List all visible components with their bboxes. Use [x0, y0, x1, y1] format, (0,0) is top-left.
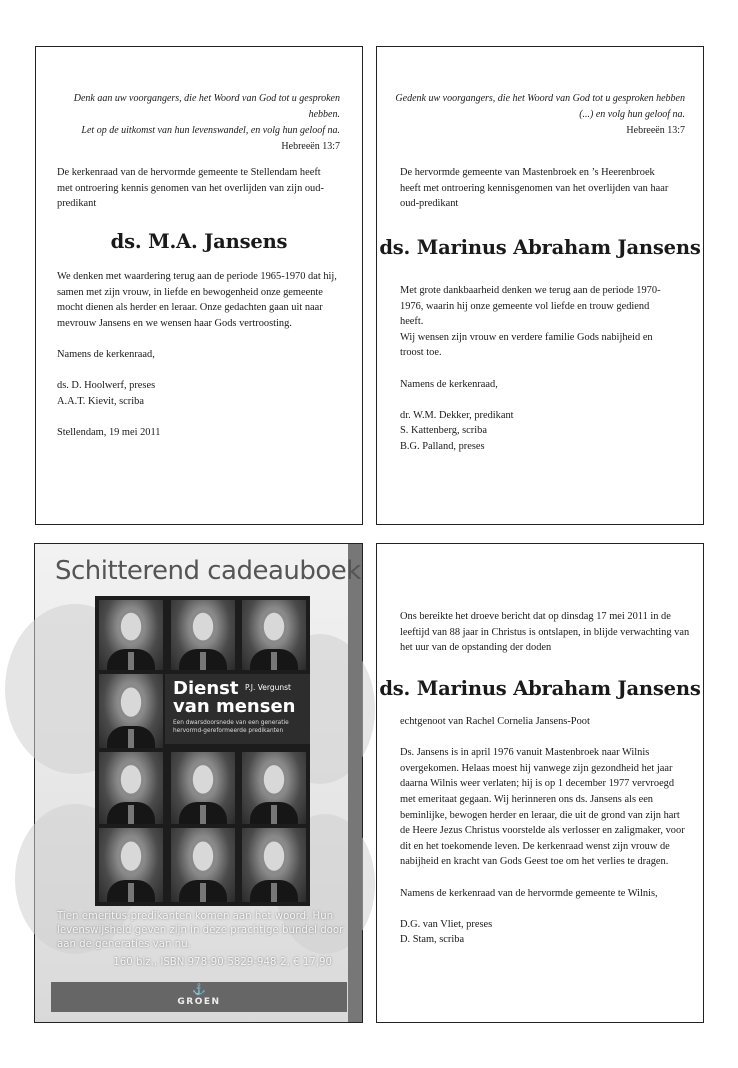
portrait-photo — [242, 600, 306, 670]
signer: ds. D. Hoolwerf, preses — [57, 380, 156, 392]
notice-body — [400, 714, 690, 948]
quote-reference: Hebreeën 13:7 — [626, 125, 685, 136]
notice-intro — [57, 165, 327, 212]
portrait-photo — [99, 752, 163, 824]
ad-side-strip — [348, 544, 362, 1022]
signer: A.A.T. Kievit, scriba — [57, 395, 144, 407]
deceased-name: ds. M.A. Jansens — [110, 230, 288, 253]
closing-line: Namens de kerkenraad, — [57, 348, 155, 360]
portrait-photo — [242, 828, 306, 902]
signer: B.G. Palland, preses — [400, 440, 485, 452]
book-cover — [95, 596, 310, 906]
intro-text: De kerkenraad van de hervormde gemeente te Stellendam heeft met ontroering kennis genomen van het overlijden van zijn oud-predikant — [57, 167, 324, 210]
quote-line: Denk aan uw voorgangers, die het Woord van God tot u gesproken hebben. — [73, 93, 340, 120]
quote-line: (...) en volg hun geloof na. — [579, 109, 685, 120]
notice-paragraph: Ds. Jansens is in april 1976 vanuit Mastenbroek naar Wilnis overgekomen. Helaas moest hij vanwege zijn gezondheid het jaar daarna Wilnis weer verlaten; hij is op 1 december 1977 vervroegd met emeritaat gegaan. Wij herinneren ons ds. Jansens als een beminlijke, bewogen herder en leraar, die uit de grond van zijn hart de Heere Jezus Christus voorstelde als verlosser en zaligmaker, voor dit en het toekomende leven. De kerkenraad wenst zijn vrouw de nabijheid en kracht van Gods Geest toe om het verlies te dragen. — [400, 747, 685, 868]
portrait-photo — [171, 752, 235, 824]
bible-quote — [50, 91, 340, 155]
ad-description: Tien emeritus-predikanten komen aan het woord. Hun levenswijsheid geven zijn in deze prachtige bundel door aan de generaties van nu. — [57, 911, 344, 950]
anchor-icon: ⚓ — [192, 984, 206, 996]
ad-headline: Schitterend cadeauboek — [55, 556, 361, 586]
publisher-footer — [51, 982, 347, 1012]
book-author: P.J. Vergunst — [245, 683, 291, 692]
signer: dr. W.M. Dekker, predikant — [400, 409, 514, 421]
book-title-line: van mensen — [173, 696, 296, 717]
spouse-line: echtgenoot van Rachel Cornelia Jansens-Poot — [400, 716, 590, 727]
intro-text: De hervormde gemeente van Mastenbroek en ’s Heerenbroek heeft met ontroering kennisgenomen van het overlijden van haar oud-predikant — [400, 167, 669, 210]
portrait-photo — [242, 752, 306, 824]
publisher-logo: GROEN — [177, 997, 221, 1007]
notice-body — [400, 283, 675, 455]
portrait-photo — [171, 600, 235, 670]
notice-intro — [400, 165, 678, 212]
signer: S. Kattenberg, scriba — [400, 425, 487, 437]
condolence-notice-mastenbroek — [376, 46, 704, 525]
notice-body — [57, 269, 347, 441]
signer: D. Stam, scriba — [400, 934, 465, 946]
portrait-photo — [99, 828, 163, 902]
condolence-notice-wilnis — [376, 543, 704, 1023]
notice-intro — [400, 609, 690, 656]
place-date: Stellendam, 19 mei 2011 — [57, 426, 161, 438]
book-title-band — [165, 674, 310, 744]
notice-paragraph: Met grote dankbaarheid denken we terug aan de periode 1970-1976, waarin hij onze gemeente vol liefde en trouw gediend heeft. — [400, 285, 661, 328]
portrait-photo — [99, 600, 163, 670]
portrait-photo — [171, 828, 235, 902]
notice-paragraph: We denken met waardering terug aan de periode 1965-1970 dat hij, samen met zijn vrouw, in liefde en bewogenheid onze gemeente mocht dienen als herder en leraar. Onze gedachten gaan uit naar mevrouw Jansens en we wensen haar Gods vertroosting. — [57, 271, 337, 329]
quote-line: Gedenk uw voorgangers, die het Woord van God tot u gesproken hebben — [395, 93, 685, 104]
closing-line: Namens de kerkenraad, — [400, 378, 498, 390]
quote-line: Let op de uitkomst van hun levenswandel, en volg hun geloof na. — [81, 125, 340, 136]
ad-price-isbn: 160 blz., ISBN 978-90-5829-948-2, € 17,90 — [113, 957, 332, 968]
book-title-line: Dienst — [173, 678, 239, 699]
closing-line: Namens de kerkenraad van de hervormde gemeente te Wilnis, — [400, 887, 658, 899]
book-subtitle: Een dwarsdoorsnede van een generatie hervormd-gereformeerde predikanten — [173, 720, 289, 734]
notice-paragraph: Wij wensen zijn vrouw en verdere familie Gods nabijheid en troost toe. — [400, 331, 653, 359]
signer: D.G. van Vliet, preses — [400, 918, 493, 930]
intro-text: Ons bereikte het droeve bericht dat op dinsdag 17 mei 2011 in de leeftijd van 88 jaar in Christus is ontslapen, in blijde verwachting van het uur van de opstanding der doden — [400, 611, 690, 654]
deceased-name: ds. Marinus Abraham Jansens — [379, 677, 701, 700]
book-advertisement — [34, 543, 363, 1023]
condolence-notice-stellendam — [35, 46, 363, 525]
deceased-name: ds. Marinus Abraham Jansens — [379, 236, 701, 259]
portrait-photo — [99, 674, 163, 748]
quote-reference: Hebreeën 13:7 — [281, 141, 340, 152]
bible-quote — [391, 91, 685, 139]
